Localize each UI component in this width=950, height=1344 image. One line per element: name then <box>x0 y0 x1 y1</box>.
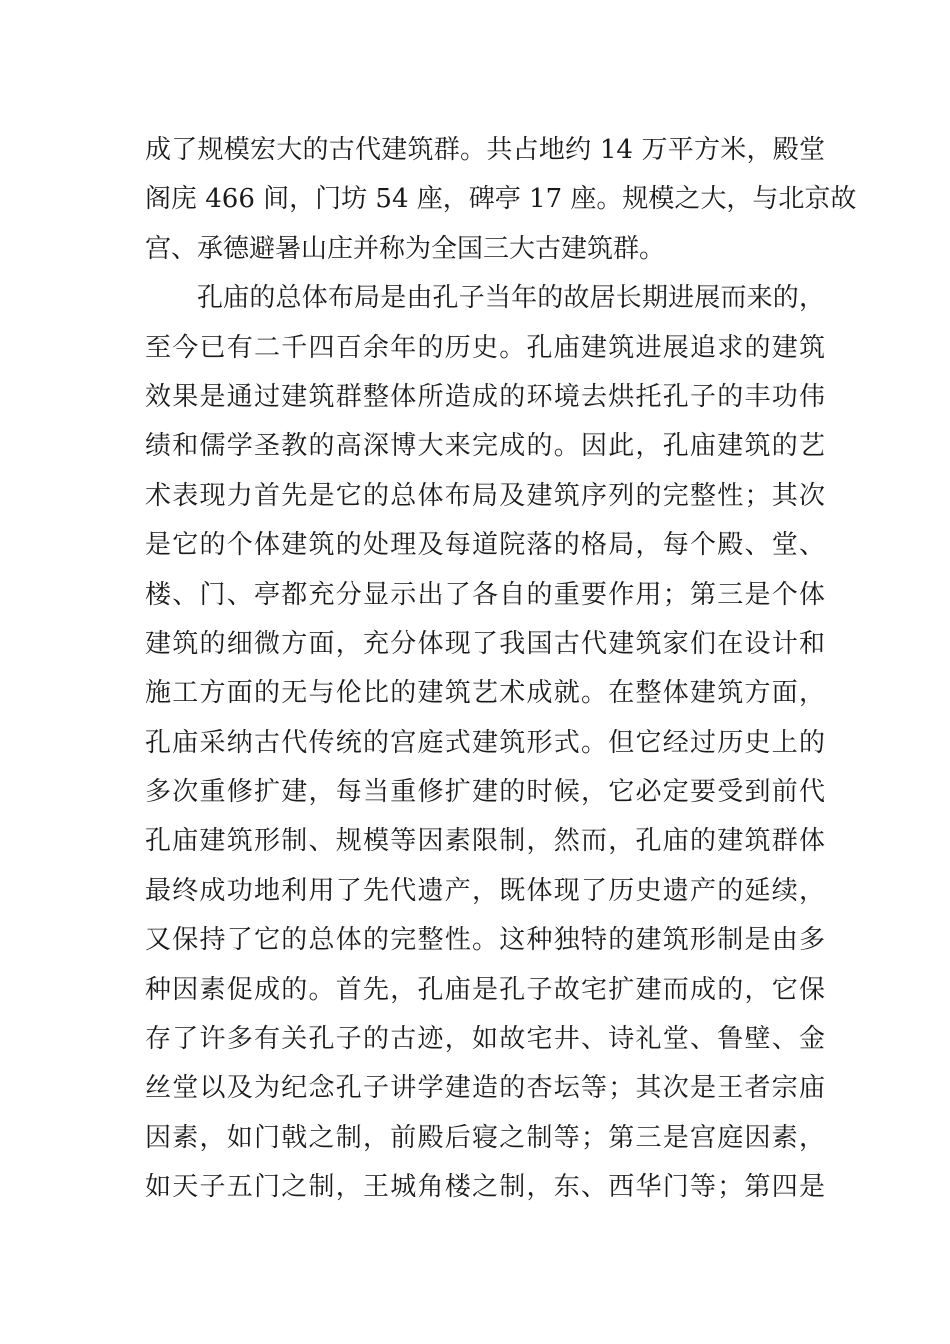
text-line: 是它的个体建筑的处理及每道院落的格局，每个殿、堂、 <box>145 530 825 561</box>
text-line: 因素，如门戟之制，前殿后寝之制等；第三是宫庭因素， <box>145 1122 825 1153</box>
text-line: 楼、门、亭都充分显示出了各自的重要作用；第三是个体 <box>145 579 825 610</box>
text-line: 绩和儒学圣教的高深博大来完成的。因此，孔庙建筑的艺 <box>145 431 825 462</box>
text-line: 孔庙的总体布局是由孔子当年的故居长期进展而来的， <box>197 283 825 314</box>
text-line: 孔庙采纳古代传统的宫庭式建筑形式。但它经过历史上的 <box>145 727 825 758</box>
text-line: 最终成功地利用了先代遗产，既体现了历史遗产的延续， <box>145 875 825 906</box>
text-line: 丝堂以及为纪念孔子讲学建造的杏坛等；其次是王者宗庙 <box>145 1073 825 1104</box>
text-line: 术表现力首先是它的总体布局及建筑序列的完整性；其次 <box>145 480 825 511</box>
text-line: 效果是通过建筑群整体所造成的环境去烘托孔子的丰功伟 <box>145 381 825 412</box>
text-line: 施工方面的无与伦比的建筑艺术成就。在整体建筑方面， <box>145 678 825 709</box>
text-line: 建筑的细微方面，充分体现了我国古代建筑家们在设计和 <box>145 628 825 659</box>
text-line: 多次重修扩建，每当重修扩建的时候，它必定要受到前代 <box>145 777 825 808</box>
text-line: 存了许多有关孔子的古迹，如故宅井、诗礼堂、鲁壁、金 <box>145 1024 825 1055</box>
text-line: 成了规模宏大的古代建筑群。共占地约 14 万平方米，殿堂 <box>145 135 825 165</box>
text-line: 至今已有二千四百余年的历史。孔庙建筑进展追求的建筑 <box>145 332 825 363</box>
text-line: 如天子五门之制，王城角楼之制，东、西华门等；第四是 <box>145 1172 825 1203</box>
text-line: 宫、承德避暑山庄并称为全国三大古建筑群。 <box>145 233 666 264</box>
document-body <box>145 126 857 1213</box>
text-line: 孔庙建筑形制、规模等因素限制，然而，孔庙的建筑群体 <box>145 826 825 857</box>
text-line: 种因素促成的。首先，孔庙是孔子故宅扩建而成的，它保 <box>145 974 825 1005</box>
text-line: 阁庑 466 间，门坊 54 座，碑亭 17 座。规模之大，与北京故 <box>145 184 857 215</box>
text-line: 又保持了它的总体的完整性。这种独特的建筑形制是由多 <box>145 925 825 956</box>
